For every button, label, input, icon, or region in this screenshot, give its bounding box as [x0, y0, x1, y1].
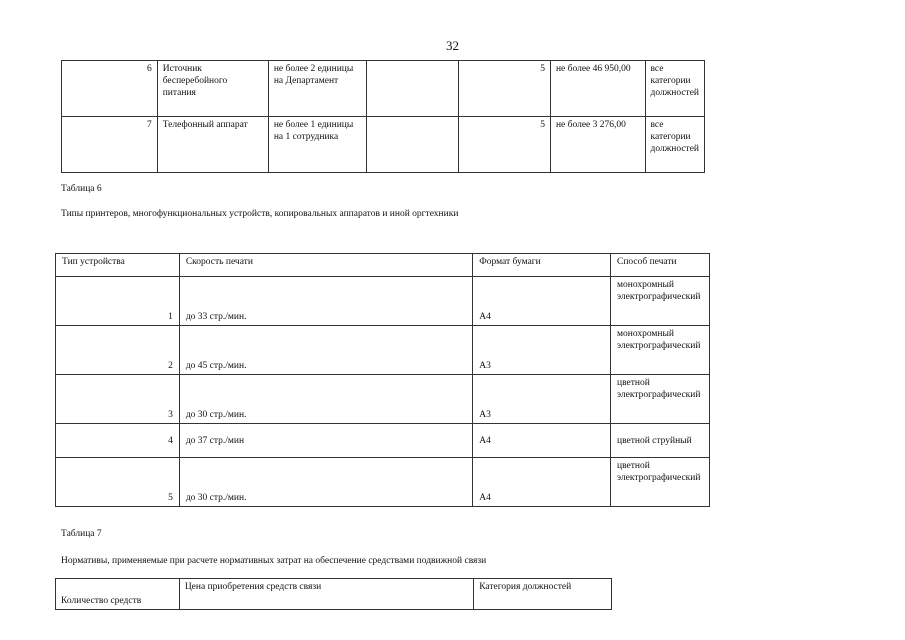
table7-caption: Таблица 7: [61, 529, 102, 539]
empty-cell: [367, 117, 459, 173]
header-price: Цена приобретения средств связи: [179, 579, 473, 610]
device-type: 4: [56, 424, 180, 458]
print-speed: до 33 стр./мин.: [179, 277, 472, 326]
table6-title: Типы принтеров, многофункциональных устройств, копировальных аппаратов и иной оргтехники: [61, 209, 459, 219]
service-years: 5: [458, 117, 550, 173]
header-category: Категория должностей: [474, 579, 612, 610]
paper-format: А3: [473, 375, 611, 424]
header-device-type: Тип устройства: [56, 254, 180, 277]
print-speed: до 37 стр./мин: [179, 424, 472, 458]
table-row: [56, 424, 710, 458]
table7-title: Нормативы, применяемые при расчете нормативных затрат на обеспечение средствами подвижной связи: [61, 556, 487, 566]
print-speed: до 30 стр./мин.: [179, 375, 472, 424]
device-type: 1: [56, 277, 180, 326]
paper-format: А4: [473, 458, 611, 507]
header-print-method: Способ печати: [610, 254, 709, 277]
device-type: 2: [56, 326, 180, 375]
print-method: цветной электрографический: [610, 458, 709, 507]
service-years: 5: [458, 61, 550, 117]
table6-caption: Таблица 6: [61, 184, 102, 194]
table-row: [62, 61, 705, 117]
paper-format: А4: [473, 277, 611, 326]
item-category: все категории должностей: [645, 117, 705, 173]
row-number: 6: [62, 61, 158, 117]
table-header-row: [56, 254, 710, 277]
print-speed: до 45 стр./мин.: [179, 326, 472, 375]
item-category: все категории должностей: [645, 61, 705, 117]
device-type: 3: [56, 375, 180, 424]
row-number: 7: [62, 117, 158, 173]
paper-format: А4: [473, 424, 611, 458]
print-method: цветной электрографический: [610, 375, 709, 424]
table-row: [62, 117, 705, 173]
equipment-table: [61, 60, 705, 173]
print-method: монохромный электрографический: [610, 326, 709, 375]
table-header-row: [56, 579, 612, 610]
header-print-speed: Скорость печати: [179, 254, 472, 277]
page-number: 32: [446, 38, 459, 53]
item-name: Телефонный аппарат: [157, 117, 268, 173]
header-quantity: Количество средств: [56, 579, 180, 610]
item-price: не более 3 276,00: [550, 117, 645, 173]
item-norm: не более 2 единицы на Департамент: [268, 61, 366, 117]
item-price: не более 46 950,00: [550, 61, 645, 117]
print-method: цветной струйный: [610, 424, 709, 458]
paper-format: А3: [473, 326, 611, 375]
print-method: монохромный электрографический: [610, 277, 709, 326]
print-speed: до 30 стр./мин.: [179, 458, 472, 507]
table-row: [56, 458, 710, 507]
table-row: [56, 326, 710, 375]
printer-types-table: [55, 253, 710, 507]
table-row: [56, 375, 710, 424]
item-norm: не более 1 единицы на 1 сотрудника: [268, 117, 366, 173]
empty-cell: [367, 61, 459, 117]
item-name: Источник бесперебойного питания: [157, 61, 268, 117]
table-row: [56, 277, 710, 326]
device-type: 5: [56, 458, 180, 507]
mobile-comm-table: [55, 578, 612, 610]
header-paper-format: Формат бумаги: [473, 254, 611, 277]
